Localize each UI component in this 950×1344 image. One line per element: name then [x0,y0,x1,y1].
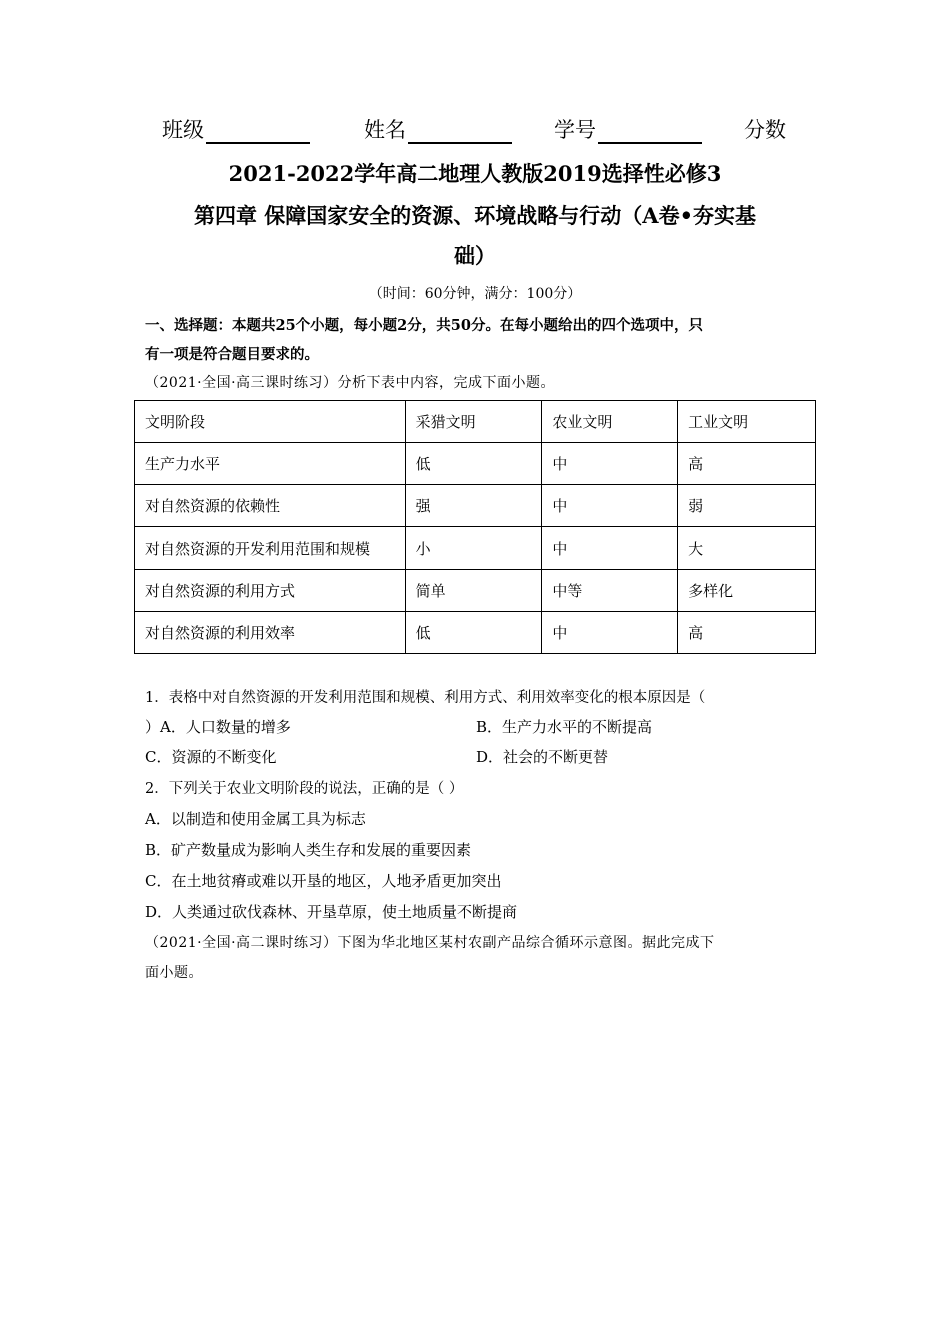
question-2-option-c[interactable]: C．在土地贫瘠或难以开垦的地区，人地矛盾更加突出 [145,872,502,890]
question-1-option-d[interactable]: D．社会的不断更替 [476,748,609,766]
table-cell: 低 [405,611,542,653]
question-1-option-b[interactable]: B．生产力水平的不断提高 [476,718,653,736]
question-2-option-b[interactable]: B．矿产数量成为影响人类生存和发展的重要因素 [145,841,472,859]
question-1-option-a[interactable]: ）A．人口数量的增多 [145,718,291,736]
table-cell: 生产力水平 [135,443,406,485]
table-cell: 对自然资源的依赖性 [135,485,406,527]
score-field [744,114,786,144]
class-label: 班级 [162,118,204,142]
section-heading-line1: 一、选择题：本题共25个小题，每小题2分，共50分。在每小题给出的四个选项中，只 [145,317,703,334]
table-row [135,527,816,569]
exam-title-line1: 2021-2022学年高二地理人教版2019选择性必修3 [228,161,722,186]
table-cell: 中 [542,443,678,485]
table-cell: 强 [405,485,542,527]
table-header-cell: 农业文明 [542,401,678,443]
table-cell: 多样化 [678,569,816,611]
class-field[interactable] [162,114,310,144]
score-label: 分数 [744,118,786,142]
table-cell: 高 [678,443,816,485]
question-2-option-d[interactable]: D．人类通过砍伐森林、开垦草原，使土地质量不断提商 [145,903,518,921]
table-cell: 对自然资源的利用方式 [135,569,406,611]
table-row [135,611,816,653]
table-header-row [135,401,816,443]
name-field[interactable] [364,114,512,144]
table-cell: 高 [678,611,816,653]
civilization-table [134,400,816,654]
name-label: 姓名 [364,118,406,142]
question-2-stem: 2．下列关于农业文明阶段的说法，正确的是（ ） [145,781,464,797]
time-info: （时间：60分钟，满分：100分） [368,286,582,302]
student-id-blank[interactable] [598,120,702,144]
table-cell: 简单 [405,569,542,611]
table-header-cell: 文明阶段 [135,401,406,443]
student-id-label: 学号 [554,118,596,142]
table-cell: 低 [405,443,542,485]
student-id-field[interactable] [554,114,702,144]
question-1-option-c[interactable]: C．资源的不断变化 [145,748,277,766]
table-cell: 大 [678,527,816,569]
question-2-option-a[interactable]: A．以制造和使用金属工具为标志 [145,810,366,828]
question-source-2-line2: 面小题。 [145,965,203,981]
question-source-2-line1: （2021·全国·高二课时练习）下图为华北地区某村农副产品综合循环示意图。据此完成下 [145,935,715,951]
section-heading-line2: 有一项是符合题目要求的。 [145,346,319,363]
table-cell: 弱 [678,485,816,527]
class-blank[interactable] [206,120,310,144]
question-1-stem: 1．表格中对自然资源的开发利用范围和规模、利用方式、利用效率变化的根本原因是（ [145,690,706,706]
question-source-1: （2021·全国·高三课时练习）分析下表中内容，完成下面小题。 [145,375,556,391]
table-header-cell: 工业文明 [678,401,816,443]
table-cell: 中 [542,485,678,527]
table-cell: 中 [542,527,678,569]
table-header-cell: 采猎文明 [405,401,542,443]
table-cell: 中等 [542,569,678,611]
table-row [135,569,816,611]
table-cell: 中 [542,611,678,653]
table-cell: 对自然资源的利用效率 [135,611,406,653]
table-cell: 对自然资源的开发利用范围和规模 [135,527,406,569]
table-row [135,485,816,527]
table-cell: 小 [405,527,542,569]
exam-title-line2: 第四章 保障国家安全的资源、环境战略与行动（A卷•夯实基 [193,203,757,228]
name-blank[interactable] [408,120,512,144]
exam-title-line3: 础） [454,243,496,268]
student-info-row [160,114,800,144]
table-row [135,443,816,485]
